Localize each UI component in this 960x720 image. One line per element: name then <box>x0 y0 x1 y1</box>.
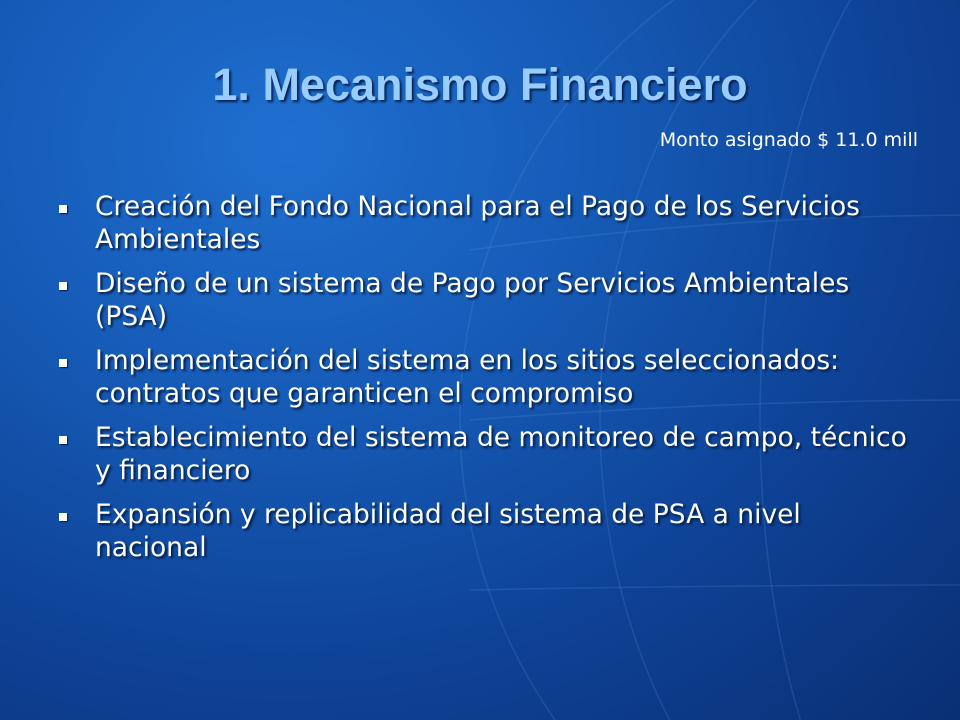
allocated-amount: Monto asignado $ 11.0 mill <box>659 129 918 151</box>
square-bullet-icon <box>59 436 67 444</box>
bullet-text: Creación del Fondo Nacional para el Pago de los Servicios Ambientales <box>95 191 860 255</box>
square-bullet-icon <box>59 359 67 367</box>
slide-title: 1. Mecanismo Financiero <box>212 59 748 110</box>
bullet-item <box>58 267 918 333</box>
bullet-item <box>58 190 918 256</box>
bullet-text: Implementación del sistema en los sitios seleccionados: contratos que garanticen el compromiso <box>95 345 840 409</box>
bullet-text: Expansión y replicabilidad del sistema de PSA a nivel nacional <box>95 499 801 563</box>
bullet-item <box>58 498 918 564</box>
bullet-item <box>58 421 918 487</box>
bullet-item <box>58 344 918 410</box>
square-bullet-icon <box>59 205 67 213</box>
bullet-text: Establecimiento del sistema de monitoreo de campo, técnico y financiero <box>95 422 907 486</box>
bullet-list <box>58 190 918 575</box>
square-bullet-icon <box>59 513 67 521</box>
bullet-text: Diseño de un sistema de Pago por Servicios Ambientales (PSA) <box>95 268 850 332</box>
square-bullet-icon <box>59 282 67 290</box>
